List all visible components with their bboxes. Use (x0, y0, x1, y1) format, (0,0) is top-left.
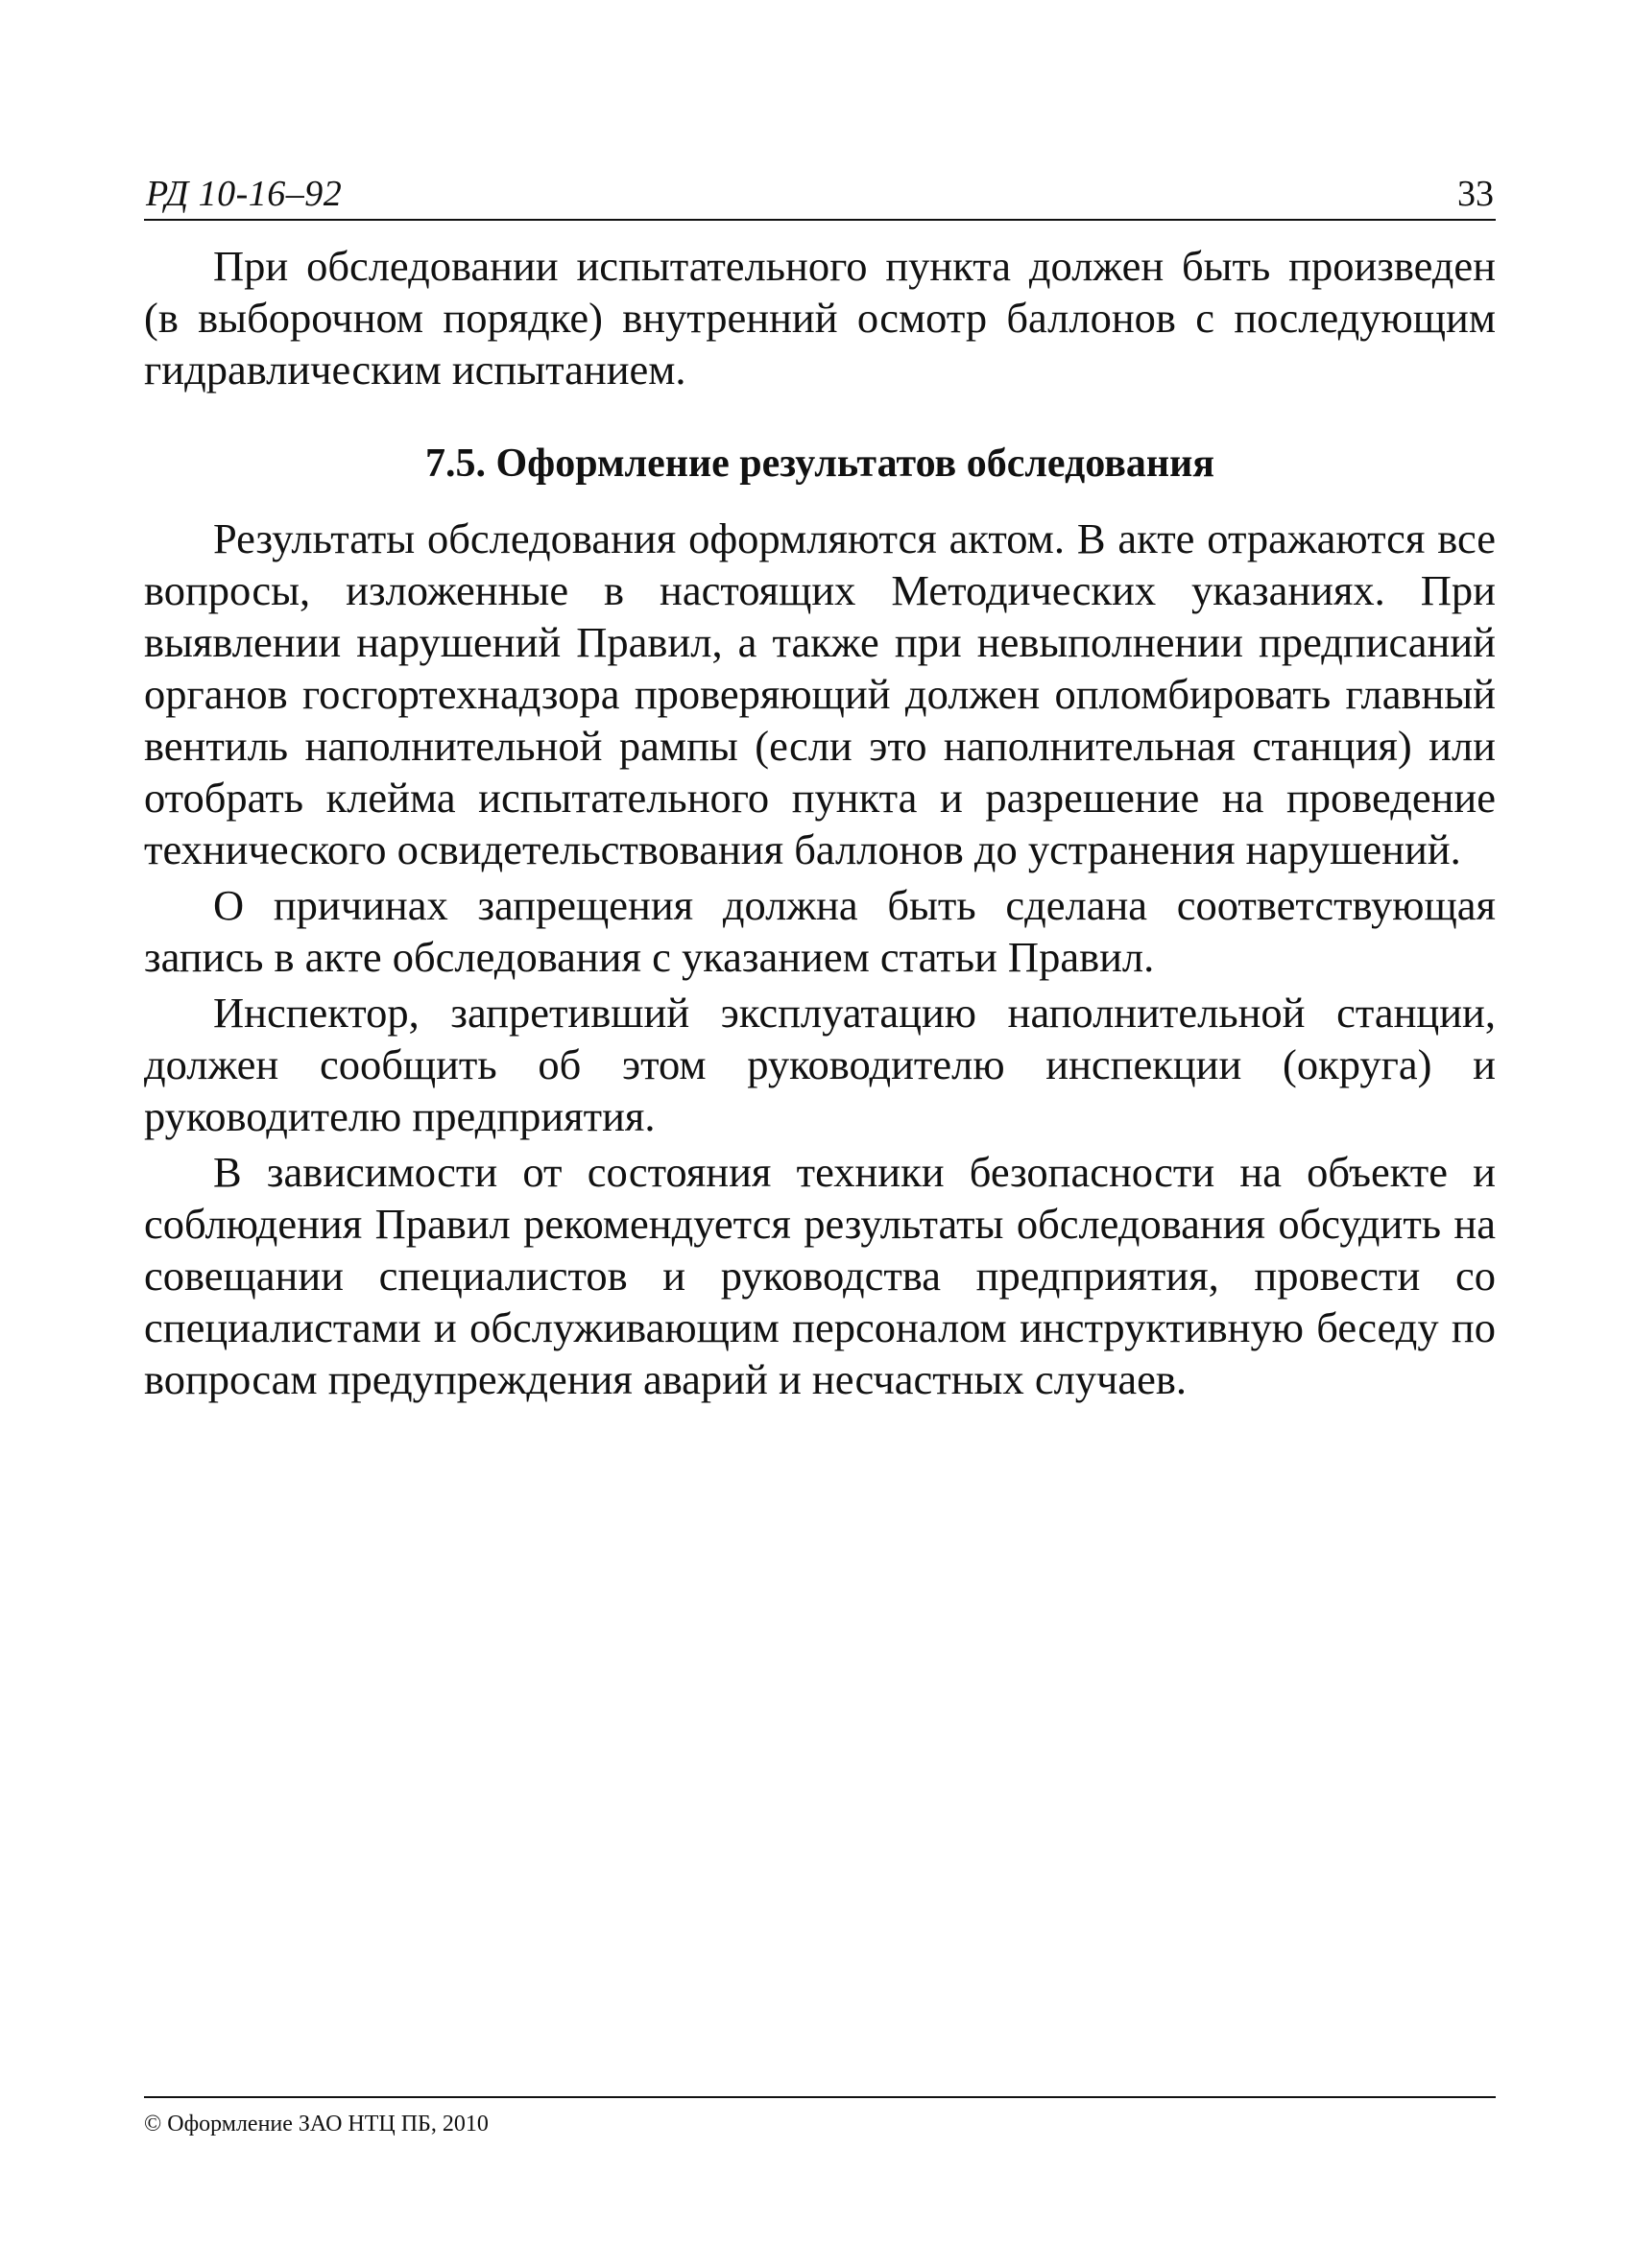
paragraph-results-act: Результаты обследования оформляются актом. В акте отражаются все вопросы, изложенные в настоящих Методических указаниях. При выявлении нарушений Правил, а также при невыполнении предписаний органов госгортехнадзора проверяющий должен опломбировать главный вентиль наполнительной рампы (если это наполнительная станция) или отобрать клейма испытательного пункта и разрешение на проведение технического освидетельствования баллонов до устранения нарушений. (144, 514, 1496, 873)
paragraph-inspector-notice: Инспектор, запретивший эксплуатацию наполнительной станции, должен сообщить об этом руководителю инспекции (округа) и руководителю предприятия. (144, 989, 1496, 1140)
page-body (144, 240, 1496, 1409)
section-heading: 7.5. Оформление результатов обследования (425, 442, 1214, 486)
document-code: РД 10-16–92 (146, 174, 343, 214)
copyright-notice: © Оформление ЗАО НТЦ ПБ, 2010 (144, 2112, 489, 2137)
paragraph-prohibition-record: О причинах запрещения должна быть сделана соответствующая запись в акте обследования с указанием статьи Правил. (144, 881, 1496, 981)
page-number: 33 (1457, 174, 1494, 214)
intro-paragraph: При обследовании испытательного пункта должен быть произведен (в выборочном порядке) внутренний осмотр баллонов с последующим гидравлическим испытанием. (144, 242, 1496, 394)
paragraph-discussion: В зависимости от состояния техники безопасности на объекте и соблюдения Правил рекомендуется результаты обследования обсудить на совещании специалистов и руководства предприятия, провести со специалистами и обслуживающим персоналом инструктивную беседу по вопросам предупреждения аварий и несчастных случаев. (144, 1148, 1496, 1403)
page-header (144, 171, 1496, 221)
page-footer (144, 2096, 1496, 2137)
